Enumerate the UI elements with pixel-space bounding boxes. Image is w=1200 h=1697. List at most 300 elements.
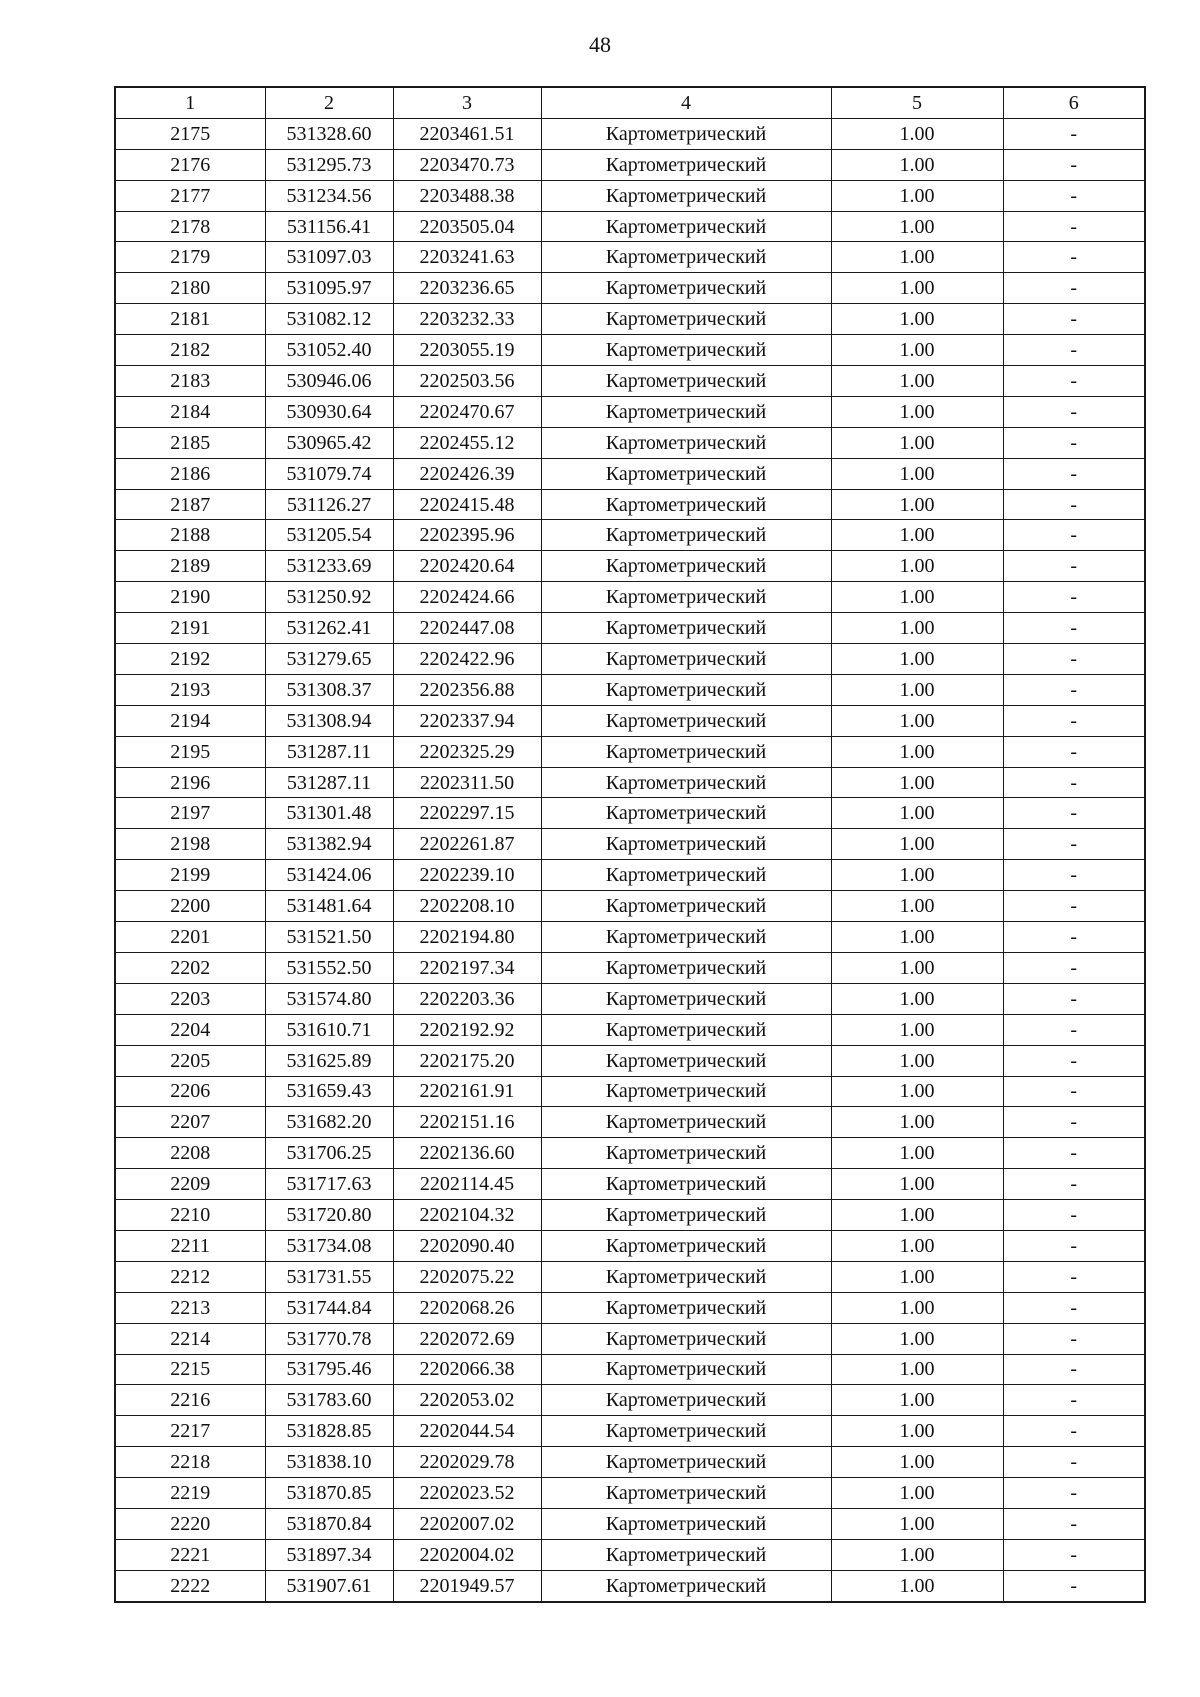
cell-x-coordinate: 531295.73 — [265, 149, 393, 180]
cell-y-coordinate: 2202136.60 — [393, 1138, 541, 1169]
cell-method: Картометрический — [541, 674, 831, 705]
cell-method: Картометрический — [541, 798, 831, 829]
cell-y-coordinate: 2202192.92 — [393, 1014, 541, 1045]
cell-note: - — [1003, 458, 1145, 489]
cell-method: Картометрический — [541, 705, 831, 736]
table-row — [115, 1076, 1145, 1107]
table-row — [115, 829, 1145, 860]
cell-method: Картометрический — [541, 1107, 831, 1138]
cell-method: Картометрический — [541, 767, 831, 798]
cell-x-coordinate: 531082.12 — [265, 304, 393, 335]
table-row — [115, 551, 1145, 582]
cell-method: Картометрический — [541, 582, 831, 613]
table-row — [115, 1478, 1145, 1509]
cell-accuracy: 1.00 — [831, 1230, 1003, 1261]
cell-method: Картометрический — [541, 1169, 831, 1200]
table-row — [115, 1230, 1145, 1261]
cell-point-number: 2201 — [115, 922, 265, 953]
table-row — [115, 1385, 1145, 1416]
cell-x-coordinate: 531097.03 — [265, 242, 393, 273]
cell-y-coordinate: 2202072.69 — [393, 1323, 541, 1354]
cell-note: - — [1003, 180, 1145, 211]
cell-x-coordinate: 530946.06 — [265, 366, 393, 397]
cell-method: Картометрический — [541, 983, 831, 1014]
cell-point-number: 2198 — [115, 829, 265, 860]
column-header-2: 2 — [265, 87, 393, 118]
cell-x-coordinate: 531734.08 — [265, 1230, 393, 1261]
cell-x-coordinate: 531287.11 — [265, 736, 393, 767]
cell-note: - — [1003, 736, 1145, 767]
cell-x-coordinate: 531720.80 — [265, 1200, 393, 1231]
column-header-4: 4 — [541, 87, 831, 118]
cell-y-coordinate: 2202203.36 — [393, 983, 541, 1014]
table-row — [115, 674, 1145, 705]
cell-accuracy: 1.00 — [831, 736, 1003, 767]
cell-y-coordinate: 2202261.87 — [393, 829, 541, 860]
table-row — [115, 767, 1145, 798]
cell-note: - — [1003, 705, 1145, 736]
cell-accuracy: 1.00 — [831, 1323, 1003, 1354]
cell-y-coordinate: 2202422.96 — [393, 644, 541, 675]
cell-accuracy: 1.00 — [831, 1478, 1003, 1509]
cell-method: Картометрический — [541, 1416, 831, 1447]
cell-x-coordinate: 530930.64 — [265, 396, 393, 427]
cell-note: - — [1003, 366, 1145, 397]
cell-point-number: 2205 — [115, 1045, 265, 1076]
cell-y-coordinate: 2202090.40 — [393, 1230, 541, 1261]
cell-note: - — [1003, 1138, 1145, 1169]
cell-note: - — [1003, 983, 1145, 1014]
table-row — [115, 1292, 1145, 1323]
cell-accuracy: 1.00 — [831, 1014, 1003, 1045]
table-header-row — [115, 87, 1145, 118]
table-row — [115, 860, 1145, 891]
cell-x-coordinate: 531744.84 — [265, 1292, 393, 1323]
cell-x-coordinate: 531706.25 — [265, 1138, 393, 1169]
cell-accuracy: 1.00 — [831, 1261, 1003, 1292]
cell-accuracy: 1.00 — [831, 211, 1003, 242]
cell-point-number: 2200 — [115, 891, 265, 922]
cell-note: - — [1003, 1169, 1145, 1200]
cell-y-coordinate: 2202311.50 — [393, 767, 541, 798]
cell-x-coordinate: 531052.40 — [265, 335, 393, 366]
cell-accuracy: 1.00 — [831, 1539, 1003, 1570]
table-row — [115, 983, 1145, 1014]
cell-y-coordinate: 2202325.29 — [393, 736, 541, 767]
cell-y-coordinate: 2202455.12 — [393, 427, 541, 458]
table-row — [115, 273, 1145, 304]
cell-point-number: 2212 — [115, 1261, 265, 1292]
cell-accuracy: 1.00 — [831, 1045, 1003, 1076]
cell-accuracy: 1.00 — [831, 1076, 1003, 1107]
table-row — [115, 396, 1145, 427]
cell-accuracy: 1.00 — [831, 891, 1003, 922]
table-row — [115, 427, 1145, 458]
table-row — [115, 366, 1145, 397]
cell-x-coordinate: 531382.94 — [265, 829, 393, 860]
cell-note: - — [1003, 118, 1145, 149]
cell-point-number: 2190 — [115, 582, 265, 613]
table-row — [115, 458, 1145, 489]
cell-method: Картометрический — [541, 1138, 831, 1169]
cell-x-coordinate: 531079.74 — [265, 458, 393, 489]
cell-y-coordinate: 2201949.57 — [393, 1570, 541, 1601]
cell-accuracy: 1.00 — [831, 798, 1003, 829]
cell-accuracy: 1.00 — [831, 1200, 1003, 1231]
cell-y-coordinate: 2202066.38 — [393, 1354, 541, 1385]
cell-note: - — [1003, 1200, 1145, 1231]
table-row — [115, 520, 1145, 551]
cell-accuracy: 1.00 — [831, 335, 1003, 366]
cell-accuracy: 1.00 — [831, 520, 1003, 551]
cell-point-number: 2196 — [115, 767, 265, 798]
cell-point-number: 2213 — [115, 1292, 265, 1323]
cell-method: Картометрический — [541, 736, 831, 767]
cell-note: - — [1003, 860, 1145, 891]
cell-note: - — [1003, 1323, 1145, 1354]
cell-note: - — [1003, 149, 1145, 180]
cell-x-coordinate: 531625.89 — [265, 1045, 393, 1076]
column-header-5: 5 — [831, 87, 1003, 118]
table-row — [115, 118, 1145, 149]
cell-accuracy: 1.00 — [831, 1138, 1003, 1169]
cell-note: - — [1003, 1478, 1145, 1509]
cell-y-coordinate: 2202007.02 — [393, 1508, 541, 1539]
cell-point-number: 2218 — [115, 1447, 265, 1478]
cell-method: Картометрический — [541, 242, 831, 273]
cell-method: Картометрический — [541, 952, 831, 983]
cell-method: Картометрический — [541, 1539, 831, 1570]
cell-y-coordinate: 2202175.20 — [393, 1045, 541, 1076]
cell-method: Картометрический — [541, 396, 831, 427]
cell-y-coordinate: 2202044.54 — [393, 1416, 541, 1447]
cell-x-coordinate: 531770.78 — [265, 1323, 393, 1354]
cell-x-coordinate: 531907.61 — [265, 1570, 393, 1601]
cell-x-coordinate: 531828.85 — [265, 1416, 393, 1447]
table-row — [115, 736, 1145, 767]
cell-note: - — [1003, 427, 1145, 458]
cell-method: Картометрический — [541, 180, 831, 211]
cell-y-coordinate: 2202297.15 — [393, 798, 541, 829]
cell-x-coordinate: 531481.64 — [265, 891, 393, 922]
cell-x-coordinate: 531574.80 — [265, 983, 393, 1014]
cell-y-coordinate: 2202068.26 — [393, 1292, 541, 1323]
cell-y-coordinate: 2202029.78 — [393, 1447, 541, 1478]
cell-point-number: 2181 — [115, 304, 265, 335]
table-row — [115, 922, 1145, 953]
cell-method: Картометрический — [541, 304, 831, 335]
cell-accuracy: 1.00 — [831, 952, 1003, 983]
cell-point-number: 2199 — [115, 860, 265, 891]
cell-y-coordinate: 2202356.88 — [393, 674, 541, 705]
cell-method: Картометрический — [541, 1076, 831, 1107]
table-row — [115, 1014, 1145, 1045]
cell-point-number: 2177 — [115, 180, 265, 211]
cell-method: Картометрический — [541, 829, 831, 860]
cell-note: - — [1003, 798, 1145, 829]
cell-x-coordinate: 531095.97 — [265, 273, 393, 304]
table-row — [115, 1570, 1145, 1601]
cell-note: - — [1003, 273, 1145, 304]
cell-point-number: 2206 — [115, 1076, 265, 1107]
table-row — [115, 149, 1145, 180]
cell-accuracy: 1.00 — [831, 860, 1003, 891]
cell-point-number: 2184 — [115, 396, 265, 427]
cell-note: - — [1003, 1076, 1145, 1107]
cell-y-coordinate: 2202075.22 — [393, 1261, 541, 1292]
cell-accuracy: 1.00 — [831, 1570, 1003, 1601]
cell-method: Картометрический — [541, 149, 831, 180]
cell-y-coordinate: 2203461.51 — [393, 118, 541, 149]
cell-point-number: 2221 — [115, 1539, 265, 1570]
cell-note: - — [1003, 1045, 1145, 1076]
cell-method: Картометрический — [541, 1200, 831, 1231]
cell-note: - — [1003, 396, 1145, 427]
cell-point-number: 2215 — [115, 1354, 265, 1385]
cell-note: - — [1003, 1385, 1145, 1416]
cell-method: Картометрический — [541, 1447, 831, 1478]
cell-note: - — [1003, 674, 1145, 705]
cell-x-coordinate: 531262.41 — [265, 613, 393, 644]
cell-note: - — [1003, 489, 1145, 520]
cell-accuracy: 1.00 — [831, 829, 1003, 860]
cell-y-coordinate: 2202004.02 — [393, 1539, 541, 1570]
cell-y-coordinate: 2202337.94 — [393, 705, 541, 736]
cell-x-coordinate: 531126.27 — [265, 489, 393, 520]
cell-x-coordinate: 531308.94 — [265, 705, 393, 736]
cell-point-number: 2210 — [115, 1200, 265, 1231]
cell-note: - — [1003, 922, 1145, 953]
cell-y-coordinate: 2202420.64 — [393, 551, 541, 582]
cell-accuracy: 1.00 — [831, 1385, 1003, 1416]
cell-method: Картометрический — [541, 489, 831, 520]
cell-accuracy: 1.00 — [831, 149, 1003, 180]
table-row — [115, 1045, 1145, 1076]
cell-point-number: 2180 — [115, 273, 265, 304]
cell-point-number: 2188 — [115, 520, 265, 551]
cell-note: - — [1003, 952, 1145, 983]
cell-x-coordinate: 531156.41 — [265, 211, 393, 242]
table-row — [115, 644, 1145, 675]
table-row — [115, 1508, 1145, 1539]
cell-point-number: 2187 — [115, 489, 265, 520]
cell-accuracy: 1.00 — [831, 1508, 1003, 1539]
cell-y-coordinate: 2203241.63 — [393, 242, 541, 273]
table-row — [115, 1169, 1145, 1200]
cell-point-number: 2182 — [115, 335, 265, 366]
cell-accuracy: 1.00 — [831, 644, 1003, 675]
cell-note: - — [1003, 644, 1145, 675]
cell-x-coordinate: 531301.48 — [265, 798, 393, 829]
cell-note: - — [1003, 551, 1145, 582]
cell-y-coordinate: 2202197.34 — [393, 952, 541, 983]
cell-note: - — [1003, 1230, 1145, 1261]
cell-note: - — [1003, 1261, 1145, 1292]
cell-point-number: 2195 — [115, 736, 265, 767]
cell-note: - — [1003, 335, 1145, 366]
cell-point-number: 2186 — [115, 458, 265, 489]
cell-accuracy: 1.00 — [831, 273, 1003, 304]
table-row — [115, 798, 1145, 829]
cell-accuracy: 1.00 — [831, 1416, 1003, 1447]
table-row — [115, 1447, 1145, 1478]
cell-note: - — [1003, 242, 1145, 273]
table-row — [115, 613, 1145, 644]
cell-y-coordinate: 2203055.19 — [393, 335, 541, 366]
cell-note: - — [1003, 891, 1145, 922]
cell-accuracy: 1.00 — [831, 922, 1003, 953]
cell-method: Картометрический — [541, 458, 831, 489]
cell-note: - — [1003, 211, 1145, 242]
cell-method: Картометрический — [541, 211, 831, 242]
cell-method: Картометрический — [541, 520, 831, 551]
cell-x-coordinate: 531717.63 — [265, 1169, 393, 1200]
cell-x-coordinate: 531610.71 — [265, 1014, 393, 1045]
cell-x-coordinate: 531838.10 — [265, 1447, 393, 1478]
table-row — [115, 891, 1145, 922]
table-row — [115, 211, 1145, 242]
cell-y-coordinate: 2202447.08 — [393, 613, 541, 644]
cell-point-number: 2183 — [115, 366, 265, 397]
cell-method: Картометрический — [541, 1508, 831, 1539]
cell-method: Картометрический — [541, 1570, 831, 1601]
cell-y-coordinate: 2202151.16 — [393, 1107, 541, 1138]
cell-y-coordinate: 2203488.38 — [393, 180, 541, 211]
cell-note: - — [1003, 1354, 1145, 1385]
cell-y-coordinate: 2202415.48 — [393, 489, 541, 520]
cell-x-coordinate: 531250.92 — [265, 582, 393, 613]
cell-method: Картометрический — [541, 891, 831, 922]
cell-method: Картометрический — [541, 551, 831, 582]
table-row — [115, 1354, 1145, 1385]
table-row — [115, 180, 1145, 211]
table-row — [115, 489, 1145, 520]
cell-x-coordinate: 531233.69 — [265, 551, 393, 582]
cell-x-coordinate: 531870.85 — [265, 1478, 393, 1509]
cell-y-coordinate: 2202023.52 — [393, 1478, 541, 1509]
cell-note: - — [1003, 304, 1145, 335]
cell-note: - — [1003, 1539, 1145, 1570]
cell-accuracy: 1.00 — [831, 118, 1003, 149]
cell-note: - — [1003, 767, 1145, 798]
cell-x-coordinate: 531870.84 — [265, 1508, 393, 1539]
cell-point-number: 2179 — [115, 242, 265, 273]
cell-method: Картометрический — [541, 273, 831, 304]
table-row — [115, 1261, 1145, 1292]
cell-note: - — [1003, 1570, 1145, 1601]
cell-y-coordinate: 2202424.66 — [393, 582, 541, 613]
cell-accuracy: 1.00 — [831, 1107, 1003, 1138]
coordinates-table — [114, 86, 1146, 1603]
cell-y-coordinate: 2203232.33 — [393, 304, 541, 335]
cell-y-coordinate: 2203505.04 — [393, 211, 541, 242]
table-row — [115, 1107, 1145, 1138]
cell-y-coordinate: 2202395.96 — [393, 520, 541, 551]
cell-point-number: 2191 — [115, 613, 265, 644]
cell-method: Картометрический — [541, 427, 831, 458]
cell-x-coordinate: 531783.60 — [265, 1385, 393, 1416]
cell-y-coordinate: 2203470.73 — [393, 149, 541, 180]
cell-x-coordinate: 531897.34 — [265, 1539, 393, 1570]
cell-note: - — [1003, 1508, 1145, 1539]
cell-point-number: 2197 — [115, 798, 265, 829]
cell-method: Картометрический — [541, 1385, 831, 1416]
cell-point-number: 2175 — [115, 118, 265, 149]
cell-accuracy: 1.00 — [831, 180, 1003, 211]
cell-accuracy: 1.00 — [831, 396, 1003, 427]
cell-method: Картометрический — [541, 644, 831, 675]
cell-accuracy: 1.00 — [831, 674, 1003, 705]
cell-note: - — [1003, 1292, 1145, 1323]
table-row — [115, 582, 1145, 613]
table-body — [115, 118, 1145, 1601]
cell-method: Картометрический — [541, 922, 831, 953]
table-row — [115, 1539, 1145, 1570]
cell-point-number: 2207 — [115, 1107, 265, 1138]
cell-note: - — [1003, 1107, 1145, 1138]
cell-y-coordinate: 2202208.10 — [393, 891, 541, 922]
cell-note: - — [1003, 613, 1145, 644]
table-row — [115, 242, 1145, 273]
cell-x-coordinate: 531682.20 — [265, 1107, 393, 1138]
cell-point-number: 2203 — [115, 983, 265, 1014]
cell-y-coordinate: 2202239.10 — [393, 860, 541, 891]
cell-accuracy: 1.00 — [831, 551, 1003, 582]
cell-point-number: 2216 — [115, 1385, 265, 1416]
cell-accuracy: 1.00 — [831, 427, 1003, 458]
page-number: 48 — [589, 32, 611, 57]
cell-method: Картометрический — [541, 1045, 831, 1076]
table-row — [115, 1200, 1145, 1231]
cell-note: - — [1003, 582, 1145, 613]
cell-point-number: 2192 — [115, 644, 265, 675]
cell-accuracy: 1.00 — [831, 458, 1003, 489]
cell-x-coordinate: 531795.46 — [265, 1354, 393, 1385]
cell-x-coordinate: 531205.54 — [265, 520, 393, 551]
cell-method: Картометрический — [541, 1292, 831, 1323]
cell-accuracy: 1.00 — [831, 366, 1003, 397]
cell-point-number: 2176 — [115, 149, 265, 180]
cell-x-coordinate: 531552.50 — [265, 952, 393, 983]
cell-accuracy: 1.00 — [831, 983, 1003, 1014]
cell-x-coordinate: 531308.37 — [265, 674, 393, 705]
cell-accuracy: 1.00 — [831, 582, 1003, 613]
column-header-3: 3 — [393, 87, 541, 118]
cell-point-number: 2219 — [115, 1478, 265, 1509]
cell-y-coordinate: 2202104.32 — [393, 1200, 541, 1231]
cell-point-number: 2208 — [115, 1138, 265, 1169]
cell-x-coordinate: 530965.42 — [265, 427, 393, 458]
table-row — [115, 335, 1145, 366]
cell-accuracy: 1.00 — [831, 242, 1003, 273]
cell-point-number: 2185 — [115, 427, 265, 458]
cell-method: Картометрический — [541, 613, 831, 644]
cell-method: Картометрический — [541, 1323, 831, 1354]
cell-point-number: 2217 — [115, 1416, 265, 1447]
cell-method: Картометрический — [541, 118, 831, 149]
cell-x-coordinate: 531279.65 — [265, 644, 393, 675]
cell-point-number: 2214 — [115, 1323, 265, 1354]
cell-point-number: 2220 — [115, 1508, 265, 1539]
cell-y-coordinate: 2202194.80 — [393, 922, 541, 953]
cell-note: - — [1003, 1416, 1145, 1447]
cell-accuracy: 1.00 — [831, 767, 1003, 798]
column-header-6: 6 — [1003, 87, 1145, 118]
cell-method: Картометрический — [541, 1261, 831, 1292]
cell-method: Картометрический — [541, 335, 831, 366]
cell-y-coordinate: 2202426.39 — [393, 458, 541, 489]
cell-point-number: 2211 — [115, 1230, 265, 1261]
